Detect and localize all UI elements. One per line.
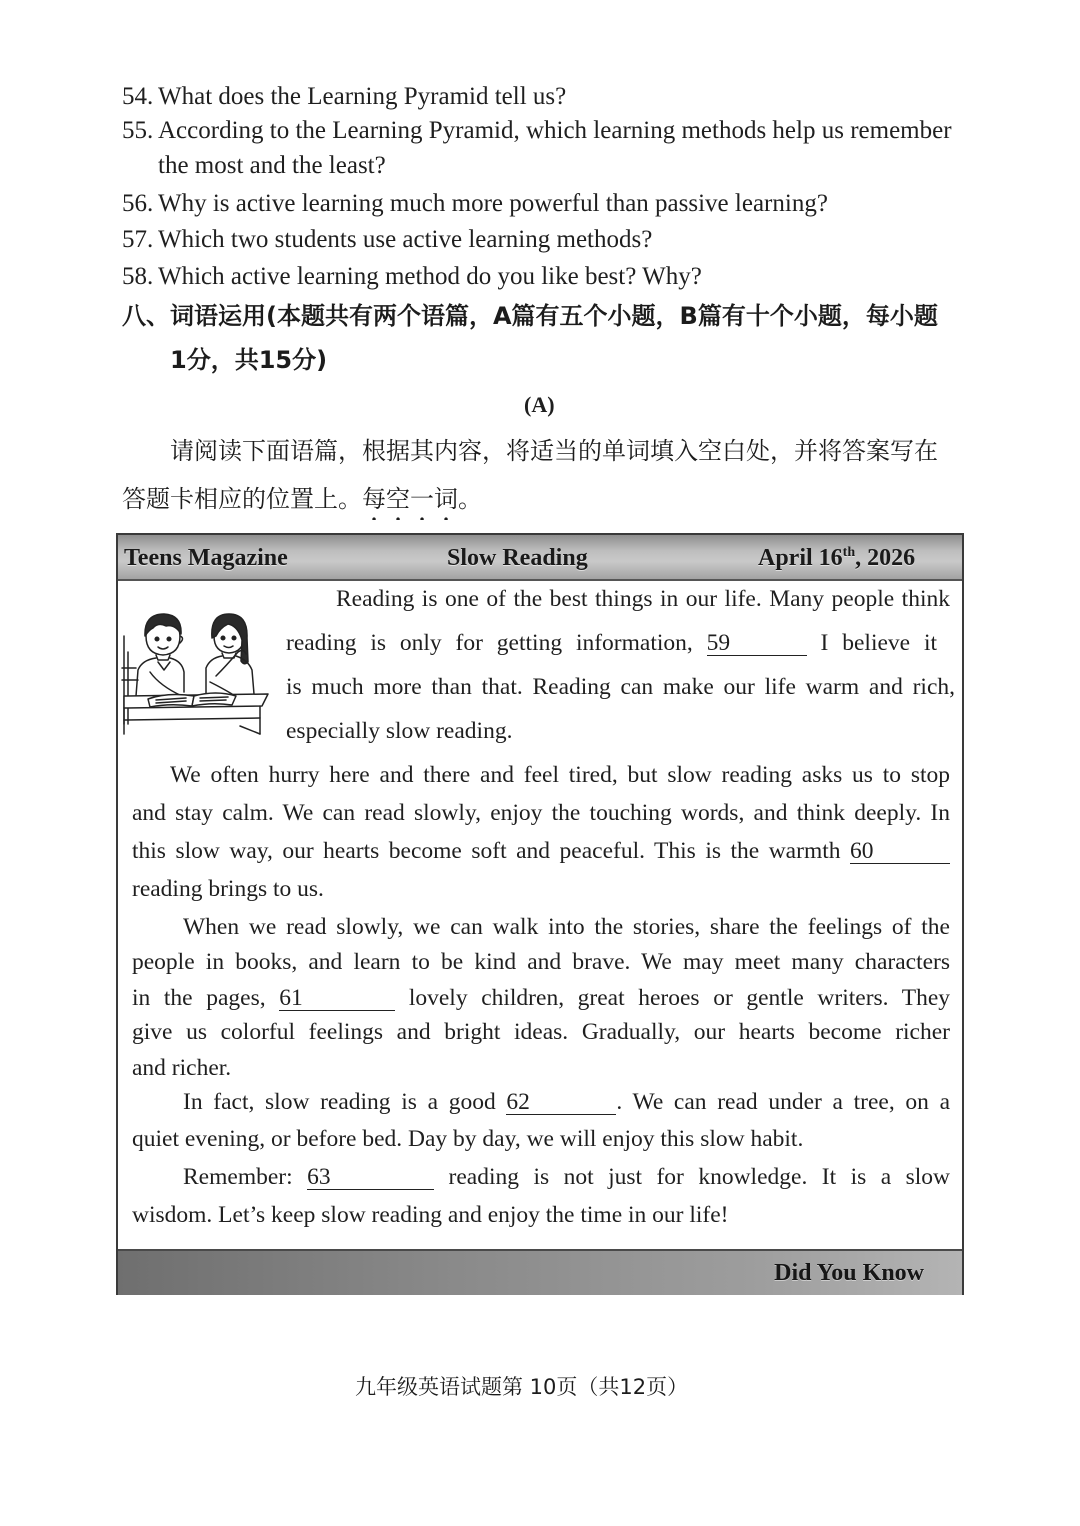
line-text: reading is only for getting information, [286, 630, 693, 656]
students-reading-icon [120, 606, 272, 738]
text-line: Reading is one of the best things in our life. Many people think [336, 586, 950, 612]
page-footer: 九年级英语试题第 10页（共12页） [355, 1375, 689, 1399]
question-56 [122, 189, 828, 219]
text-line [286, 628, 937, 658]
magazine-header-bar [118, 535, 962, 581]
line-text: lovely children, great heroes or gentle writers. They [408, 985, 951, 1011]
text-line [183, 1162, 950, 1192]
question-text: the most and the least? [158, 152, 386, 179]
question-text: Which two students use active learning methods? [158, 226, 653, 253]
article-title: Slow Reading [447, 545, 588, 571]
question-58 [122, 262, 702, 292]
line-text: I believe it [820, 630, 938, 656]
blank-63[interactable]: 63 [307, 1165, 434, 1190]
question-55 [122, 116, 952, 146]
question-text: Which active learning method do you like best? Why? [158, 263, 702, 290]
question-55-continued [158, 151, 386, 181]
text-line: and stay calm. We can read slowly, enjoy the touching words, and think deeply. In [132, 800, 950, 826]
instructions-emphasis: 每空一词 [362, 485, 458, 513]
question-54 [122, 82, 566, 112]
instructions-text: 答题卡相应的位置上。 [122, 485, 362, 513]
date-prefix: April 16 [758, 545, 843, 571]
text-line: We often hurry here and there and feel tired, but slow reading asks us to stop [170, 762, 950, 788]
question-number: 58. [122, 263, 154, 290]
line-text: . We can read under a tree, on a [616, 1089, 950, 1115]
blank-61[interactable]: 61 [279, 986, 395, 1011]
date-suffix-sup: th [842, 545, 856, 560]
part-label: (A) [524, 392, 555, 417]
text-line: give us colorful feelings and bright ideas. Gradually, our hearts become richer [132, 1019, 950, 1045]
text-line: especially slow reading. [286, 718, 513, 744]
section-heading-continued: 1分，共15分) [170, 346, 328, 374]
instructions-line-2 [122, 484, 482, 520]
text-line: reading brings to us. [132, 876, 324, 902]
line-text: reading is not just for knowledge. It is a slow [448, 1164, 950, 1190]
question-text: What does the Learning Pyramid tell us? [158, 83, 567, 110]
question-number: 57. [122, 226, 154, 253]
blank-59[interactable]: 59 [707, 631, 807, 656]
blank-62[interactable]: 62 [506, 1090, 616, 1115]
question-text: Why is active learning much more powerful than passive learning? [158, 190, 828, 217]
blank-60[interactable]: 60 [850, 839, 950, 864]
line-text: this slow way, our hearts become soft and peaceful. This is the warmth [132, 838, 841, 864]
magazine-date [758, 543, 915, 573]
line-text: Remember: [183, 1164, 293, 1190]
instructions-end: 。 [458, 485, 482, 513]
footer-label: Did You Know [774, 1260, 924, 1286]
date-year: , 2026 [855, 545, 916, 571]
section-heading: 八、词语运用(本题共有两个语篇，A篇有五个小题，B篇有十个小题，每小题 [122, 302, 938, 330]
instructions-line-1: 请阅读下面语篇，根据其内容，将适当的单词填入空白处，并将答案写在 [170, 437, 938, 465]
text-line: quiet evening, or before bed. Day by day, we will enjoy this slow habit. [132, 1126, 804, 1152]
question-57 [122, 225, 652, 255]
text-line [132, 836, 950, 866]
text-line: is much more than that. Reading can make our life warm and rich, [286, 674, 955, 700]
question-number: 56. [122, 190, 154, 217]
text-line [183, 1087, 950, 1117]
magazine-name: Teens Magazine [124, 545, 288, 571]
magazine-footer-bar [118, 1249, 962, 1295]
text-line: and richer. [132, 1055, 232, 1081]
text-line [132, 983, 950, 1013]
question-number: 55. [122, 117, 154, 144]
question-text: According to the Learning Pyramid, which learning methods help us remember [158, 117, 952, 144]
text-line: When we read slowly, we can walk into the stories, share the feelings of the [183, 914, 950, 940]
line-text: in the pages, [132, 985, 266, 1011]
text-line: wisdom. Let’s keep slow reading and enjoy the time in our life! [132, 1202, 729, 1228]
text-line: people in books, and learn to be kind and brave. We may meet many characters [132, 949, 950, 975]
question-number: 54. [122, 83, 154, 110]
line-text: In fact, slow reading is a good [183, 1089, 496, 1115]
